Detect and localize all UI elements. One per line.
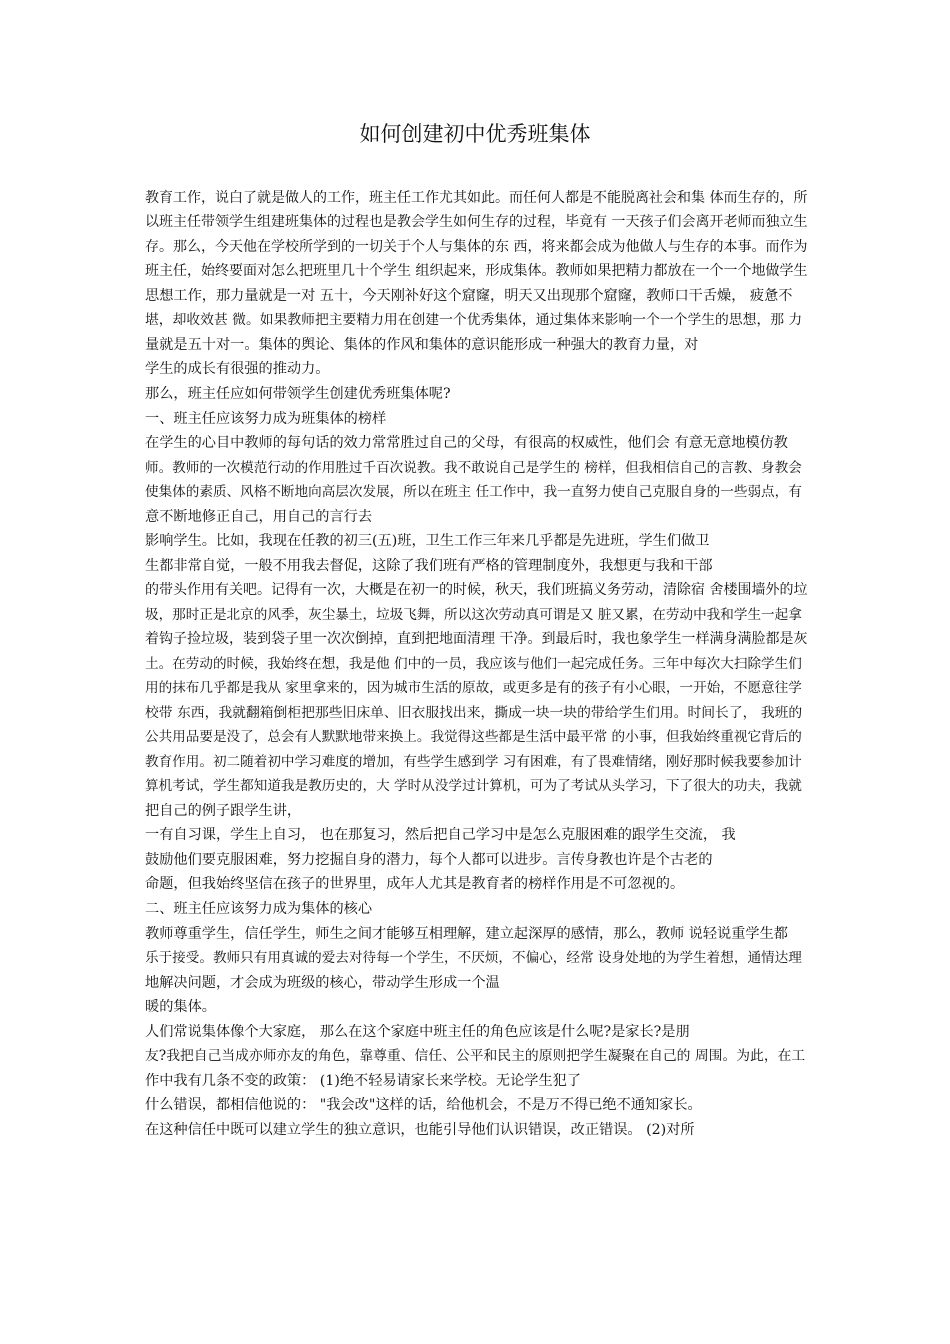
text-line: 生都非常自觉，一般不用我去督促，这除了我们班有严格的管理制度外，我想更与我和干部 xyxy=(145,558,713,574)
text-line: 使集体的素质、风格不断地向高层次发展，所以在班主 任工作中，我一直努力使自己克服自身的一些弱点，有 xyxy=(145,484,802,500)
text-line: 圾，那时正是北京的风季，灰尘暴土，垃圾飞舞，所以这次劳动真可谓是又 脏又累，在劳动中我和学生一起拿 xyxy=(145,607,802,623)
text-line: 一、班主任应该努力成为班集体的榜样 xyxy=(145,411,387,427)
text-line: 命题，但我始终坚信在孩子的世界里，成年人尤其是教育者的榜样作用是不可忽视的。 xyxy=(145,876,685,892)
text-line: 用的抹布几乎都是我从 家里拿来的，因为城市生活的原故，或更多是有的孩子有小心眼，一开始，不愿意往学 xyxy=(145,680,802,696)
text-line: 意不断地修正自己，用自己的言行去 xyxy=(145,509,373,525)
text-line: 教育作用。初二随着初中学习难度的增加，有些学生感到学 习有困难，有了畏难情绪，刚好那时候我要参加计 xyxy=(145,754,802,770)
text-line: 什么错误，都相信他说的： "我会改"这样的话，给他机会，不是万不得已绝不通知家长。 xyxy=(145,1097,702,1113)
text-line: 影响学生。比如，我现在任教的初三(五)班，卫生工作三年来几乎都是先进班，学生们做卫 xyxy=(145,533,710,549)
text-line: 把自己的例子跟学生讲， xyxy=(145,803,302,819)
text-line: 着钩子捡垃圾，装到袋子里一次次倒掉，直到把地面清理 干净。到最后时，我也象学生一样满身满脸都是灰 xyxy=(145,631,808,647)
text-line: 教育工作，说白了就是做人的工作，班主任工作尤其如此。而任何人都是不能脱离社会和集 体而生存的，所 xyxy=(145,190,808,206)
text-line: 在这种信任中既可以建立学生的独立意识，也能引导他们认识错误，改正错误。 (2)对所 xyxy=(145,1122,695,1138)
text-line: 地解决问题，才会成为班级的核心，带动学生形成一个温 xyxy=(145,975,500,991)
text-line: 那么，班主任应如何带领学生创建优秀班集体呢? xyxy=(145,386,451,402)
text-line: 算机考试，学生都知道我是教历史的，大 学时从没学过计算机，可为了考试从头学习，下了很大的功夫，我就 xyxy=(145,778,802,794)
text-line: 班主任，始终要面对怎么把班里几十个学生 组织起来，形成集体。教师如果把精力都放在一个一个地做学生 xyxy=(145,263,808,279)
text-line: 量就是五十对一。集体的舆论、集体的作风和集体的意识能形成一种强大的教育力量，对 xyxy=(145,337,699,353)
text-line: 鼓励他们要克服困难，努力挖掘自身的潜力，每个人都可以进步。言传身教也许是个古老的 xyxy=(145,852,713,868)
text-line: 在学生的心目中教师的每句话的效力常常胜过自己的父母，有很高的权威性，他们会 有意无意地模仿教 xyxy=(145,435,788,451)
text-line: 乐于接受。教师只有用真诚的爱去对待每一个学生，不厌烦，不偏心，经常 设身处地的为学生着想，通情达理 xyxy=(145,950,802,966)
text-line: 思想工作，那力量就是一对 五十，今天刚补好这个窟窿，明天又出现那个窟窿，教师口干舌燥， 疲惫不 xyxy=(145,288,793,304)
text-line: 学生的成长有很强的推动力。 xyxy=(145,361,330,377)
text-line: 校带 东西，我就翻箱倒柜把那些旧床单、旧衣服找出来，撕成一块一块的带给学生们用。时间长了， 我班的 xyxy=(145,705,803,721)
text-line: 以班主任带领学生组建班集体的过程也是教会学生如何生存的过程，毕竟有 一天孩子们会离开老师而独立生 xyxy=(145,214,808,230)
text-line: 友?我把自己当成亦师亦友的角色，靠尊重、信任、公平和民主的原则把学生凝聚在自己的 周围。为此，在工 xyxy=(145,1048,806,1064)
text-line: 的带头作用有关吧。记得有一次，大概是在初一的时候，秋天，我们班搞义务劳动，清除宿 舍楼围墙外的垃 xyxy=(145,582,808,598)
page-title: 如何创建初中优秀班集体 xyxy=(359,122,591,146)
text-line: 二、班主任应该努力成为集体的核心 xyxy=(145,901,373,917)
text-line: 公共用品要是没了，总会有人默默地带来换上。我觉得这些都是生活中最平常 的小事，但我始终重视它背后的 xyxy=(145,729,802,745)
text-line: 堪，却收效甚 微。如果教师把主要精力用在创建一个优秀集体，通过集体来影响一个一个学生的思想，那 力 xyxy=(145,312,803,328)
text-line: 一有自习课，学生上自习， 也在那复习，然后把自己学习中是怎么克服困难的跟学生交流， 我 xyxy=(145,827,736,843)
text-line: 师。教师的一次模范行动的作用胜过千百次说教。我不敢说自己是学生的 榜样，但我相信自己的言教、身教会 xyxy=(145,460,802,476)
text-line: 暖的集体。 xyxy=(145,999,216,1015)
text-line: 教师尊重学生，信任学生，师生之间才能够互相理解，建立起深厚的感情，那么，教师 说轻说重学生都 xyxy=(145,926,788,942)
text-line: 作中我有几条不变的政策： (1)绝不轻易请家长来学校。无论学生犯了 xyxy=(145,1073,582,1089)
text-line: 土。在劳动的时候，我始终在想，我是他 们中的一员，我应该与他们一起完成任务。三年中每次大扫除学生们 xyxy=(145,656,802,672)
text-line: 人们常说集体像个大家庭， 那么在这个家庭中班主任的角色应该是什么呢?是家长?是朋 xyxy=(145,1024,690,1040)
text-line: 存。那么，今天他在学校所学到的一切关于个人与集体的东 西，将来都会成为他做人与生存的本事。而作为 xyxy=(145,239,808,255)
